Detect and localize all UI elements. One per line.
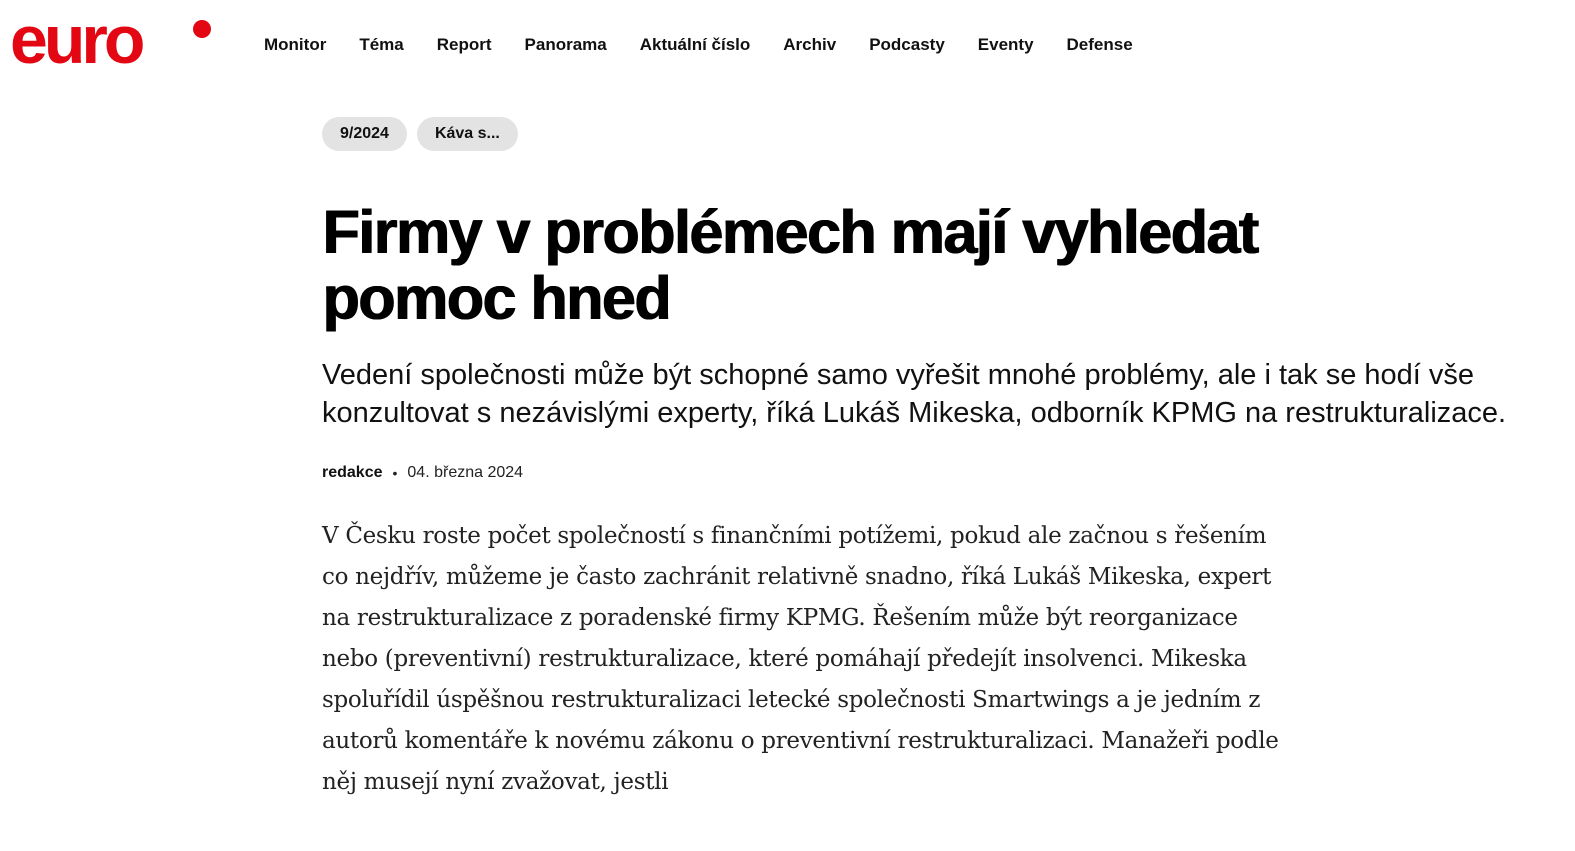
- article-date: 04. března 2024: [407, 464, 524, 481]
- site-header: [0, 0, 1575, 92]
- nav-item-aktualni-cislo[interactable]: Aktuální číslo: [639, 35, 751, 54]
- article: [322, 117, 1562, 826]
- nav-item-monitor[interactable]: Monitor: [264, 35, 327, 54]
- tag-section[interactable]: Káva s...: [417, 117, 518, 151]
- tag-issue[interactable]: 9/2024: [322, 117, 407, 151]
- logo-dot: [193, 20, 211, 38]
- nav-item-archiv[interactable]: Archiv: [783, 35, 837, 54]
- article-body: V Česku roste počet společností s finančními potížemi, pokud ale začnou s řešením co nejdřív, můžeme je často zachránit relativně snadno, říká Lukáš Mikeska, expert na restrukturalizace z poradenské firmy KPMG. Řešením může být reorganizace nebo (preventivní) restrukturalizace, které pomáhají předejít insolvenci. Mikeska spoluřídil úspěšnou restrukturalizaci letecké společnosti Smartwings a je jedním z autorů komentáře k novému zákonu o preventivní restrukturalizaci. Manažeři podle něj musejí nyní zvažovat, jestli: [322, 523, 1279, 795]
- nav-item-eventy[interactable]: Eventy: [977, 35, 1034, 54]
- nav-item-defense[interactable]: Defense: [1066, 35, 1133, 54]
- nav-item-tema[interactable]: Téma: [359, 35, 404, 54]
- article-perex: Vedení společnosti může být schopné samo vyřešit mnohé problémy, ale i tak se hodí vše konzultovat s nezávislými experty, říká Lukáš Mikeska, odborník KPMG na restrukturalizace.: [322, 359, 1507, 429]
- article-headline: Firmy v problémech mají vyhledat pomoc hned: [322, 198, 1258, 332]
- article-meta: [322, 462, 1562, 484]
- nav-item-podcasty[interactable]: Podcasty: [869, 35, 945, 54]
- main-nav: [264, 34, 1166, 56]
- site-logo[interactable]: euro: [10, 2, 142, 78]
- article-author[interactable]: redakce: [322, 464, 383, 481]
- meta-separator: •: [392, 465, 398, 481]
- nav-item-report[interactable]: Report: [436, 35, 492, 54]
- article-tags: [322, 117, 1562, 151]
- nav-item-panorama[interactable]: Panorama: [524, 35, 607, 54]
